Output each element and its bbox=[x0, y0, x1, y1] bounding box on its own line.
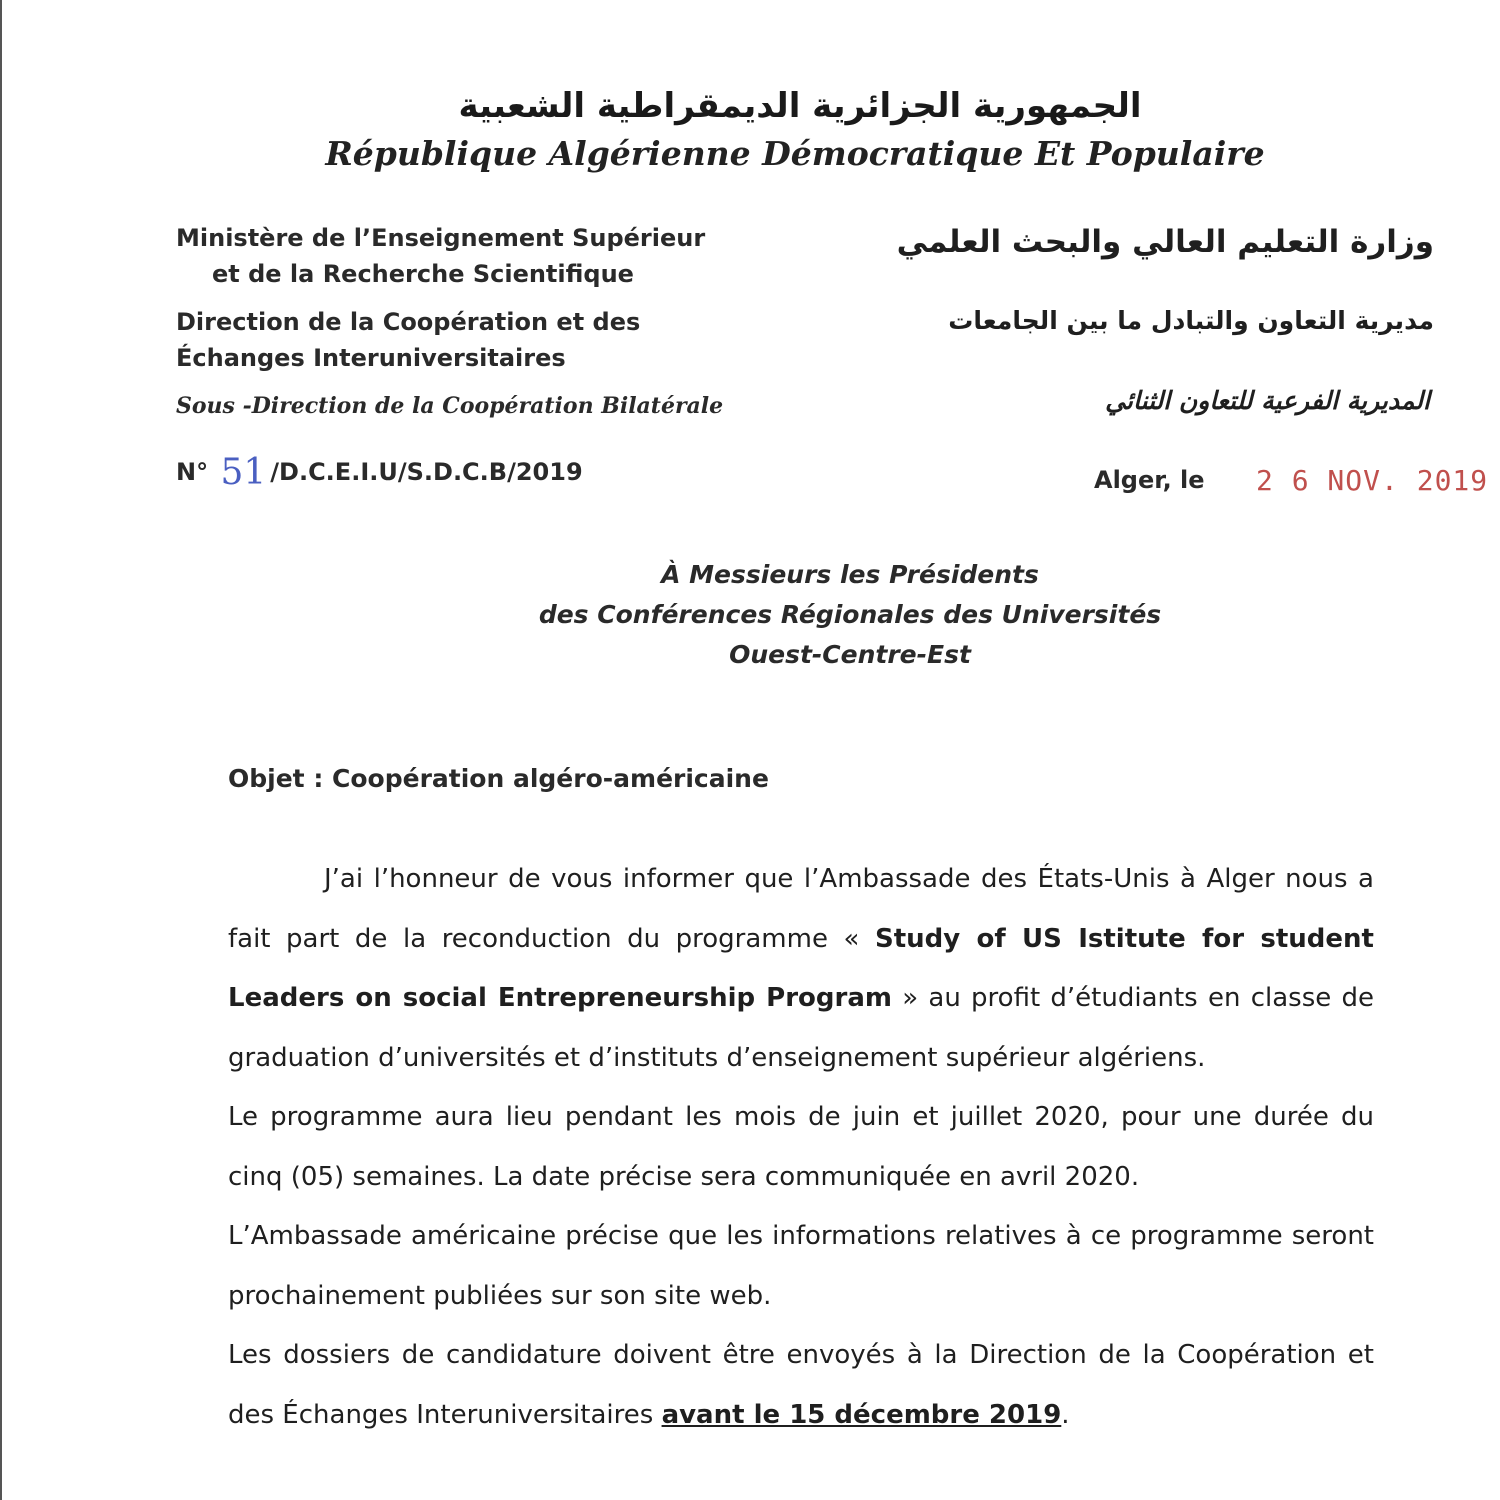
direction-french-line1: Direction de la Coopération et des bbox=[176, 308, 641, 336]
deadline: avant le 15 décembre 2019 bbox=[661, 1399, 1062, 1430]
ministry-french-line1: Ministère de l’Enseignement Supérieur bbox=[176, 224, 706, 252]
ministry-french-line2: et de la Recherche Scientifique bbox=[212, 260, 634, 288]
paragraph-4-intro: Les dossiers de candidature doivent être envoyés à la Direction de la Coopération et des Échanges Interuniversitaires bbox=[228, 1340, 1374, 1430]
paragraph-4 bbox=[228, 1326, 1374, 1445]
subdirection-french: Sous -Direction de la Coopération Bilatérale bbox=[176, 393, 724, 419]
letter-body bbox=[228, 850, 1374, 1445]
republic-title-arabic: الجمهورية الجزائرية الديمقراطية الشعبية bbox=[458, 86, 1142, 126]
paragraph-2: Le programme aura lieu pendant les mois de juin et juillet 2020, pour une durée du cinq (05) semaines. La date précise sera communiquée en avril 2020. bbox=[228, 1102, 1374, 1192]
program-name: Study of US Istitute for student Leaders on social Entrepreneurship Program bbox=[228, 923, 1374, 1013]
reference-prefix: N° bbox=[176, 458, 209, 486]
direction-arabic: مديرية التعاون والتبادل ما بين الجامعات bbox=[948, 306, 1434, 335]
direction-french-line2: Échanges Interuniversitaires bbox=[176, 344, 566, 372]
scan-page-edge bbox=[0, 0, 2, 1500]
paragraph-1 bbox=[228, 850, 1374, 1088]
republic-title-french: République Algérienne Démocratique Et Populaire bbox=[325, 134, 1265, 173]
location-label: Alger, le bbox=[1094, 466, 1205, 494]
addressee-line3: Ouest-Centre-Est bbox=[729, 640, 971, 669]
ministry-arabic: وزارة التعليم العالي والبحث العلمي bbox=[896, 224, 1434, 260]
paragraph-1-intro: J’ai l’honneur de vous informer que l’Ambassade des États-Unis à Alger nous a fait part de la reconduction du programme « bbox=[228, 864, 1374, 954]
subdirection-arabic: المديرية الفرعية للتعاون الثنائي bbox=[1105, 386, 1430, 415]
ministry-french bbox=[176, 220, 705, 292]
reference-number bbox=[176, 448, 583, 493]
direction-french bbox=[176, 304, 640, 376]
addressee-line1: À Messieurs les Présidents bbox=[661, 560, 1039, 589]
reference-code: /D.C.E.I.U/S.D.C.B/2019 bbox=[270, 458, 583, 486]
paragraph-1-end: » au profit d’étudiants en classe de graduation d’universités et d’instituts d’enseignement supérieur algériens. bbox=[228, 983, 1374, 1073]
paragraph-4-end: . bbox=[1061, 1399, 1070, 1430]
addressee-line2: des Conférences Régionales des Universités bbox=[538, 600, 1162, 629]
date-stamp: 2 6 NOV. 2019 bbox=[1256, 464, 1489, 497]
paragraph-3: L’Ambassade américaine précise que les informations relatives à ce programme seront prochainement publiées sur son site web. bbox=[228, 1221, 1374, 1311]
subject-line: Objet : Coopération algéro-américaine bbox=[228, 764, 769, 793]
reference-handwritten-number: 51 bbox=[220, 452, 267, 493]
